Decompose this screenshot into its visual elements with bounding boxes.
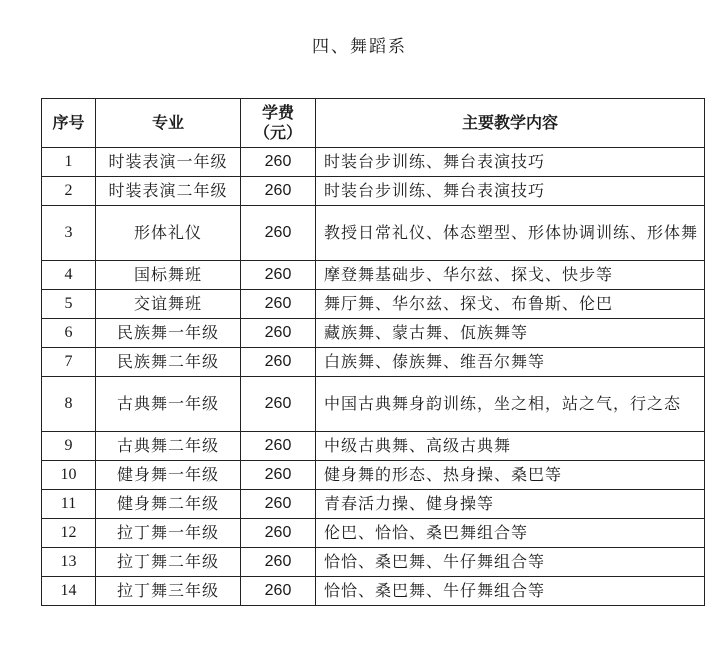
row-major: 健身舞二年级 <box>96 490 241 519</box>
row-content: 恰恰、桑巴舞、牛仔舞组合等 <box>316 548 705 577</box>
table-row <box>42 290 705 319</box>
table-row <box>42 461 705 490</box>
row-no: 7 <box>42 348 96 377</box>
row-major: 国标舞班 <box>96 261 241 290</box>
row-major: 时装表演一年级 <box>96 148 241 177</box>
header-fee-line1: 学费 <box>261 103 294 122</box>
row-fee: 260 <box>241 432 316 461</box>
table-row <box>42 577 705 606</box>
table-header-row <box>42 99 705 148</box>
row-major: 交谊舞班 <box>96 290 241 319</box>
row-content: 中国古典舞身韵训练，坐之相，站之气，行之态 <box>316 377 705 432</box>
row-major: 拉丁舞二年级 <box>96 548 241 577</box>
table-row <box>42 177 705 206</box>
row-fee: 260 <box>241 348 316 377</box>
row-fee: 260 <box>241 290 316 319</box>
row-content: 藏族舞、蒙古舞、佤族舞等 <box>316 319 705 348</box>
row-major: 拉丁舞三年级 <box>96 577 241 606</box>
row-fee: 260 <box>241 377 316 432</box>
table-row <box>42 261 705 290</box>
header-content: 主要教学内容 <box>316 99 705 148</box>
row-no: 12 <box>42 519 96 548</box>
row-content: 青春活力操、健身操等 <box>316 490 705 519</box>
row-content: 舞厅舞、华尔兹、探戈、布鲁斯、伦巴 <box>316 290 705 319</box>
row-fee: 260 <box>241 177 316 206</box>
row-fee: 260 <box>241 577 316 606</box>
row-fee: 260 <box>241 319 316 348</box>
row-no: 14 <box>42 577 96 606</box>
header-no: 序号 <box>42 99 96 148</box>
row-no: 5 <box>42 290 96 319</box>
row-content: 健身舞的形态、热身操、桑巴等 <box>316 461 705 490</box>
row-major: 古典舞二年级 <box>96 432 241 461</box>
table-row <box>42 319 705 348</box>
header-fee-line2: （元） <box>253 123 302 142</box>
header-fee <box>241 99 316 148</box>
row-fee: 260 <box>241 261 316 290</box>
table-row <box>42 348 705 377</box>
row-major: 健身舞一年级 <box>96 461 241 490</box>
table-row <box>42 519 705 548</box>
table-row <box>42 432 705 461</box>
row-major: 拉丁舞一年级 <box>96 519 241 548</box>
row-content: 中级古典舞、高级古典舞 <box>316 432 705 461</box>
row-no: 4 <box>42 261 96 290</box>
row-no: 13 <box>42 548 96 577</box>
row-no: 1 <box>42 148 96 177</box>
row-content: 时装台步训练、舞台表演技巧 <box>316 177 705 206</box>
row-content: 摩登舞基础步、华尔兹、探戈、快步等 <box>316 261 705 290</box>
table-row <box>42 148 705 177</box>
row-fee: 260 <box>241 519 316 548</box>
row-major: 形体礼仪 <box>96 206 241 261</box>
table-row <box>42 548 705 577</box>
row-no: 11 <box>42 490 96 519</box>
header-major: 专业 <box>96 99 241 148</box>
table-row <box>42 377 705 432</box>
row-no: 8 <box>42 377 96 432</box>
row-fee: 260 <box>241 548 316 577</box>
row-content: 时装台步训练、舞台表演技巧 <box>316 148 705 177</box>
row-no: 9 <box>42 432 96 461</box>
row-fee: 260 <box>241 206 316 261</box>
row-major: 古典舞一年级 <box>96 377 241 432</box>
row-no: 2 <box>42 177 96 206</box>
page-title: 四、舞蹈系 <box>312 37 407 57</box>
row-no: 10 <box>42 461 96 490</box>
row-content: 白族舞、傣族舞、维吾尔舞等 <box>316 348 705 377</box>
course-fee-table <box>41 98 705 606</box>
row-fee: 260 <box>241 148 316 177</box>
row-content: 伦巴、恰恰、桑巴舞组合等 <box>316 519 705 548</box>
row-fee: 260 <box>241 490 316 519</box>
row-no: 6 <box>42 319 96 348</box>
row-major: 民族舞二年级 <box>96 348 241 377</box>
row-major: 时装表演二年级 <box>96 177 241 206</box>
row-fee: 260 <box>241 461 316 490</box>
table-row <box>42 206 705 261</box>
table-row <box>42 490 705 519</box>
row-major: 民族舞一年级 <box>96 319 241 348</box>
row-no: 3 <box>42 206 96 261</box>
row-content: 恰恰、桑巴舞、牛仔舞组合等 <box>316 577 705 606</box>
row-content: 教授日常礼仪、体态塑型、形体协调训练、形体舞 <box>316 206 705 261</box>
